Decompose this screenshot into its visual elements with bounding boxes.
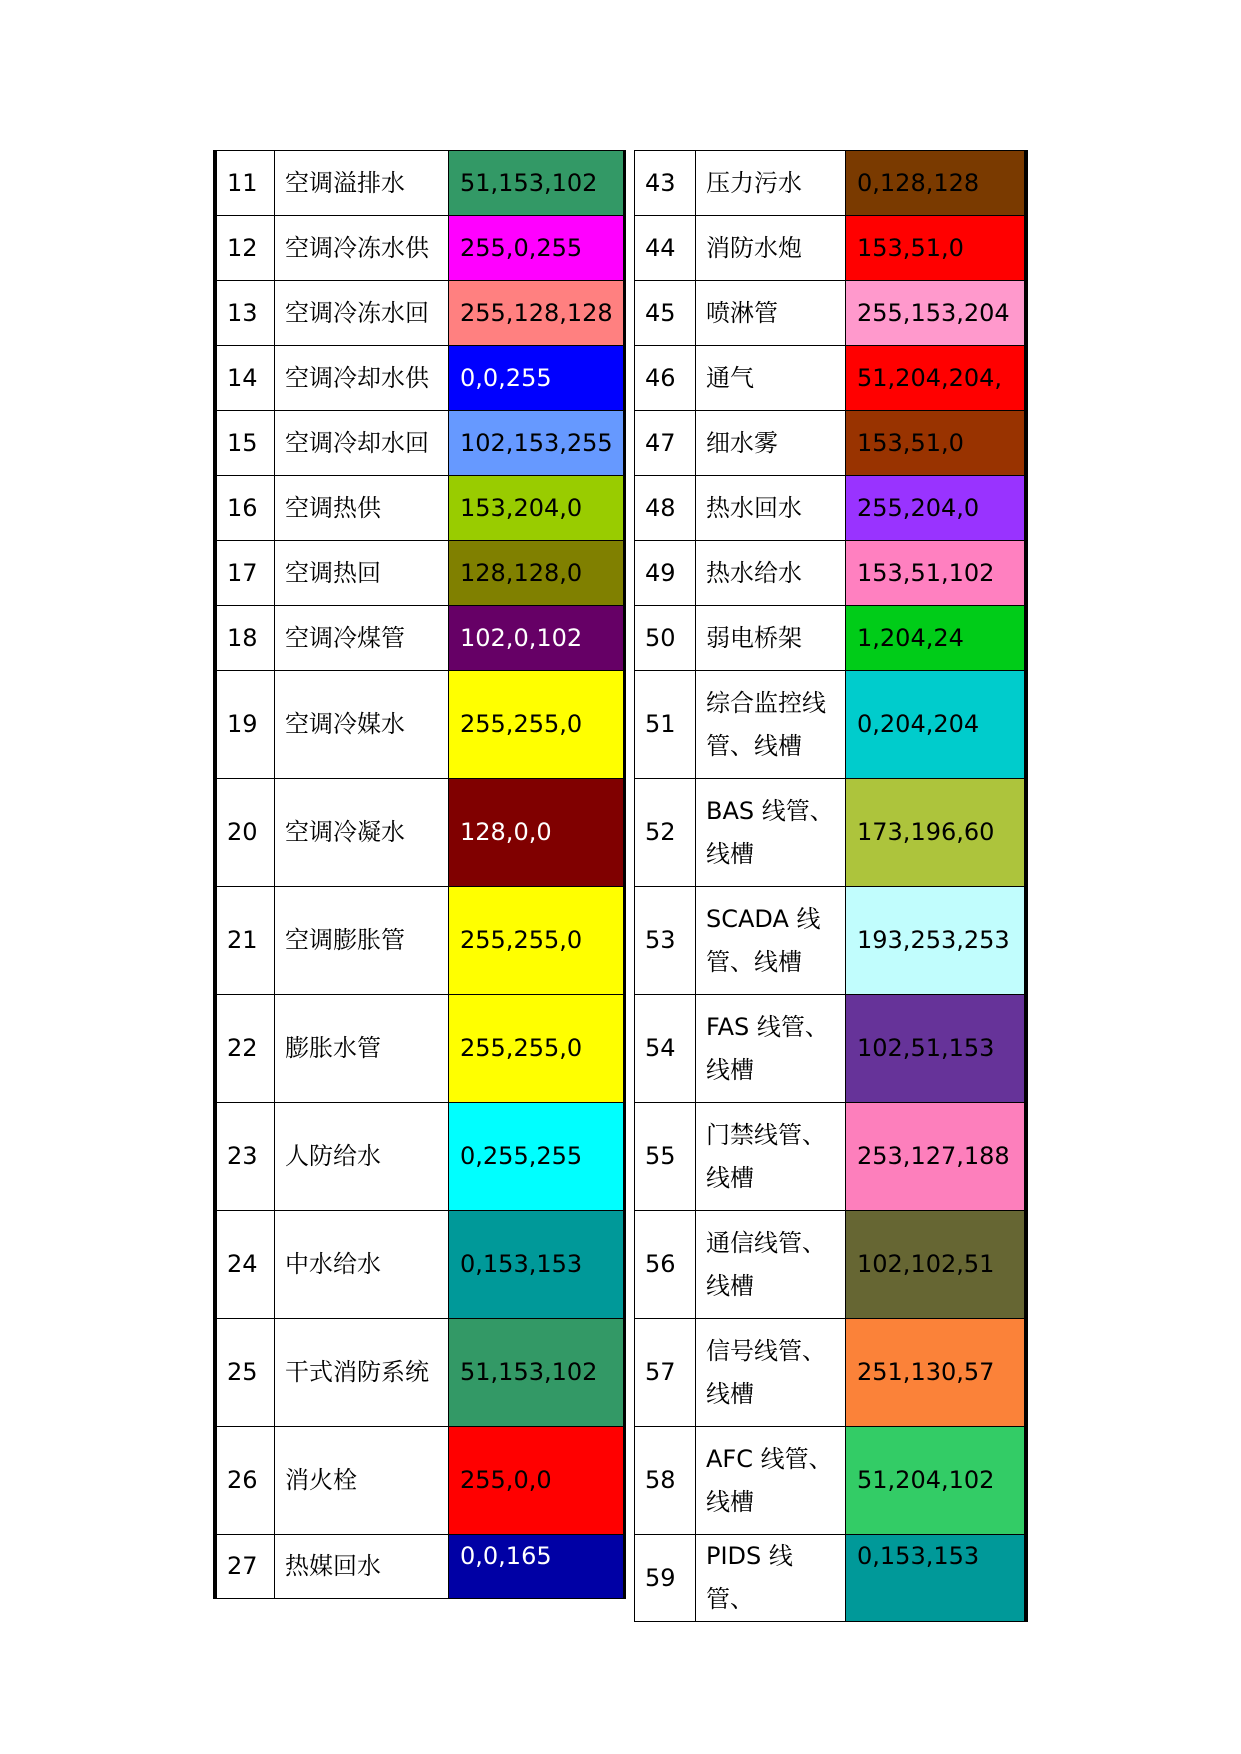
pipe-name: 膨胀水管: [275, 995, 449, 1103]
table-row: [215, 606, 624, 671]
table-row: [635, 887, 1027, 995]
row-number: 22: [215, 995, 275, 1103]
rgb-color-cell: 102,102,51: [846, 1211, 1027, 1319]
rgb-color-cell: 255,0,0: [449, 1427, 625, 1535]
row-number: 44: [635, 216, 696, 281]
row-number: 48: [635, 476, 696, 541]
pipe-name: 喷淋管: [696, 281, 846, 346]
table-row: [635, 1319, 1027, 1427]
pipe-name: BAS 线管、线槽: [696, 779, 846, 887]
pipe-name: 通信线管、线槽: [696, 1211, 846, 1319]
pipe-name: 细水雾: [696, 411, 846, 476]
pipe-name: 综合监控线管、线槽: [696, 671, 846, 779]
table-row: [215, 1319, 624, 1427]
rgb-color-cell: 153,51,0: [846, 411, 1027, 476]
rgb-color-cell: 255,0,255: [449, 216, 625, 281]
row-number: 49: [635, 541, 696, 606]
pipe-name: 热水给水: [696, 541, 846, 606]
pipe-name: 空调冷媒水: [275, 671, 449, 779]
pipe-name: 消火栓: [275, 1427, 449, 1535]
table-row: [635, 606, 1027, 671]
row-number: 24: [215, 1211, 275, 1319]
table-row: [635, 346, 1027, 411]
table-row: [215, 476, 624, 541]
left-color-table: [213, 150, 626, 1599]
row-number: 52: [635, 779, 696, 887]
rgb-color-cell: 51,153,102: [449, 151, 625, 216]
table-row: [635, 151, 1027, 216]
rgb-color-cell: 1,204,24: [846, 606, 1027, 671]
row-number: 19: [215, 671, 275, 779]
rgb-color-cell: 0,153,153: [449, 1211, 625, 1319]
pipe-name: 空调热供: [275, 476, 449, 541]
rgb-color-cell: 153,51,0: [846, 216, 1027, 281]
pipe-name: 空调冷冻水回: [275, 281, 449, 346]
table-row: [635, 1211, 1027, 1319]
pipe-name: 干式消防系统: [275, 1319, 449, 1427]
row-number: 11: [215, 151, 275, 216]
rgb-color-cell: 0,128,128: [846, 151, 1027, 216]
row-number: 20: [215, 779, 275, 887]
rgb-color-cell: 255,153,204: [846, 281, 1027, 346]
row-number: 58: [635, 1427, 696, 1535]
row-number: 51: [635, 671, 696, 779]
table-row: [635, 281, 1027, 346]
pipe-name: 消防水炮: [696, 216, 846, 281]
pipe-name: 人防给水: [275, 1103, 449, 1211]
row-number: 26: [215, 1427, 275, 1535]
rgb-color-cell: 51,204,102: [846, 1427, 1027, 1535]
table-row: [635, 671, 1027, 779]
row-number: 59: [635, 1535, 696, 1622]
row-number: 25: [215, 1319, 275, 1427]
rgb-color-cell: 255,255,0: [449, 671, 625, 779]
row-number: 17: [215, 541, 275, 606]
pipe-name: 空调冷凝水: [275, 779, 449, 887]
table-row: [215, 216, 624, 281]
rgb-color-cell: 255,204,0: [846, 476, 1027, 541]
rgb-color-cell: 153,204,0: [449, 476, 625, 541]
rgb-color-cell: 153,51,102: [846, 541, 1027, 606]
rgb-color-cell: 51,204,204,: [846, 346, 1027, 411]
table-row: [215, 151, 624, 216]
rgb-color-cell: 0,204,204: [846, 671, 1027, 779]
pipe-name: FAS 线管、线槽: [696, 995, 846, 1103]
table-row: [635, 779, 1027, 887]
row-number: 18: [215, 606, 275, 671]
table-row: [215, 779, 624, 887]
pipe-name: 空调冷煤管: [275, 606, 449, 671]
row-number: 27: [215, 1535, 275, 1599]
pipe-name: 弱电桥架: [696, 606, 846, 671]
table-row: [215, 281, 624, 346]
row-number: 57: [635, 1319, 696, 1427]
table-row: [635, 216, 1027, 281]
rgb-color-cell: 0,0,255: [449, 346, 625, 411]
row-number: 55: [635, 1103, 696, 1211]
table-row: [215, 995, 624, 1103]
row-number: 12: [215, 216, 275, 281]
rgb-color-cell: 253,127,188: [846, 1103, 1027, 1211]
pipe-name: 空调膨胀管: [275, 887, 449, 995]
table-row: [215, 346, 624, 411]
rgb-color-cell: 0,255,255: [449, 1103, 625, 1211]
table-row: [635, 995, 1027, 1103]
rgb-color-cell: 0,0,165: [449, 1535, 625, 1599]
pipe-name: SCADA 线管、线槽: [696, 887, 846, 995]
table-row: [635, 1427, 1027, 1535]
pipe-name: 信号线管、线槽: [696, 1319, 846, 1427]
row-number: 46: [635, 346, 696, 411]
table-row: [215, 1211, 624, 1319]
rgb-color-cell: 251,130,57: [846, 1319, 1027, 1427]
row-number: 56: [635, 1211, 696, 1319]
rgb-color-cell: 255,255,0: [449, 887, 625, 995]
table-row: [635, 411, 1027, 476]
pipe-name: 热水回水: [696, 476, 846, 541]
table-row: [215, 411, 624, 476]
row-number: 13: [215, 281, 275, 346]
table-row: [215, 541, 624, 606]
pipe-name: PIDS 线管、: [696, 1535, 846, 1622]
table-row: [215, 1535, 624, 1599]
pipe-name: 空调冷却水回: [275, 411, 449, 476]
row-number: 21: [215, 887, 275, 995]
row-number: 23: [215, 1103, 275, 1211]
rgb-color-cell: 193,253,253: [846, 887, 1027, 995]
pipe-name: 通气: [696, 346, 846, 411]
rgb-color-cell: 128,0,0: [449, 779, 625, 887]
table-row: [215, 671, 624, 779]
rgb-color-cell: 255,255,0: [449, 995, 625, 1103]
table-row: [635, 476, 1027, 541]
row-number: 53: [635, 887, 696, 995]
pipe-name: 压力污水: [696, 151, 846, 216]
pipe-name: 空调冷冻水供: [275, 216, 449, 281]
right-color-table: [634, 150, 1028, 1622]
rgb-color-cell: 102,153,255: [449, 411, 625, 476]
rgb-color-cell: 255,128,128: [449, 281, 625, 346]
pipe-name: 空调冷却水供: [275, 346, 449, 411]
rgb-color-cell: 102,0,102: [449, 606, 625, 671]
row-number: 50: [635, 606, 696, 671]
rgb-color-cell: 173,196,60: [846, 779, 1027, 887]
row-number: 15: [215, 411, 275, 476]
pipe-name: 空调热回: [275, 541, 449, 606]
row-number: 45: [635, 281, 696, 346]
rgb-color-cell: 128,128,0: [449, 541, 625, 606]
table-row: [635, 1103, 1027, 1211]
pipe-name: 热媒回水: [275, 1535, 449, 1599]
table-row: [215, 887, 624, 995]
table-row: [635, 1535, 1027, 1622]
pipe-name: AFC 线管、线槽: [696, 1427, 846, 1535]
table-row: [215, 1427, 624, 1535]
rgb-color-cell: 102,51,153: [846, 995, 1027, 1103]
pipe-name: 门禁线管、线槽: [696, 1103, 846, 1211]
row-number: 47: [635, 411, 696, 476]
rgb-color-cell: 0,153,153: [846, 1535, 1027, 1622]
pipe-name: 中水给水: [275, 1211, 449, 1319]
row-number: 43: [635, 151, 696, 216]
pipe-name: 空调溢排水: [275, 151, 449, 216]
row-number: 54: [635, 995, 696, 1103]
row-number: 14: [215, 346, 275, 411]
table-row: [215, 1103, 624, 1211]
table-row: [635, 541, 1027, 606]
rgb-color-cell: 51,153,102: [449, 1319, 625, 1427]
row-number: 16: [215, 476, 275, 541]
